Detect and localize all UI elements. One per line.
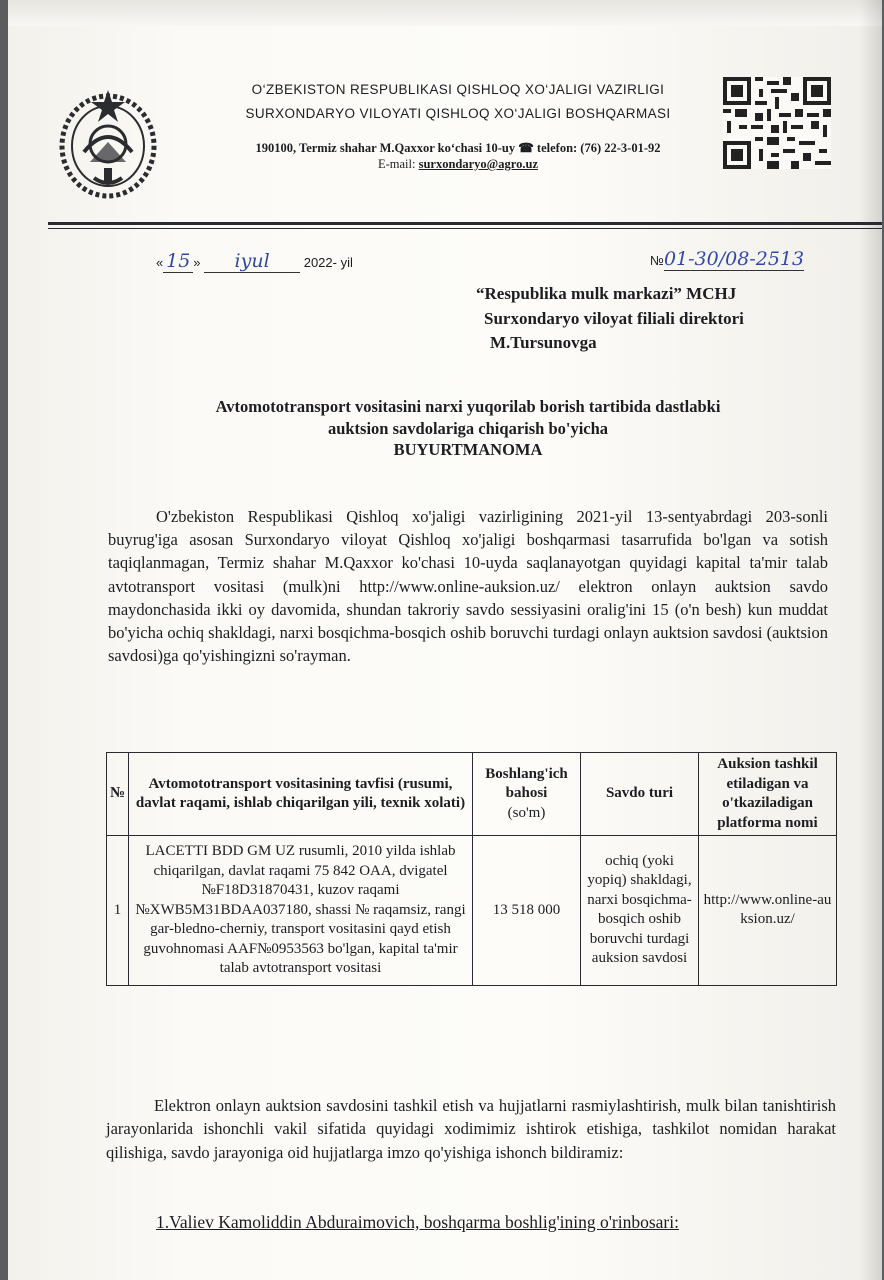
- recipient-org: “Respublika mulk markazi” MCHJ: [476, 284, 737, 303]
- number-label: №: [650, 253, 664, 268]
- body-paragraph-1: O'zbekiston Respublikasi Qishloq xo'jaligi vazirligining 2021-yil 13-sentyabrdagi 203-sonli buyrug'iga asosan Surxondaryo viloyat Qishloq xo'jaligi boshqarmasi tasarrufida bo'lgan va sotish taqiqlanmagan, Termiz shahar M.Qaxxor ko'chasi 10-uyda saqlanayotgan quyidagi kapital ta'mir talab avtotransport vositasi (mulk)ni http://www.online-auksion.uz/ elektron onlayn auktsion savdo maydonchasida ikki oy davomida, shundan takroriy savdo sessiyasini oralig'ini 15 (o'n besh) kun muddat bo'yicha ochiq shakldagi, narxi bosqichma-bosqich oshib boruvchi turdagi onlayn auktsion savdosi (auktsion savdosi)ga qo'yishingizni so'rayman.: [108, 507, 828, 666]
- date-open-quote: «: [156, 255, 164, 270]
- ministry-name: O‘ZBEKISTON RESPUBLIKASI QISHLOQ XO‘JALIGI VAZIRLIGI: [251, 82, 665, 97]
- header-divider: [48, 222, 882, 225]
- header-trade-type: Savdo turi: [581, 753, 699, 836]
- header-num: №: [107, 753, 129, 836]
- date-close-quote: »: [193, 255, 201, 270]
- table-header-row: [107, 753, 837, 836]
- header-price: [473, 753, 581, 836]
- header-divider-thin: [48, 228, 882, 229]
- header-platform: Auksion tashkil etiladigan va o'tkaziladigan platforma nomi: [699, 753, 837, 836]
- email-label: E-mail:: [377, 157, 416, 171]
- number-value: 01-30/08-2513: [663, 248, 805, 270]
- cell-price: 13 518 000: [473, 836, 581, 986]
- date-year: 2022- yil: [303, 255, 353, 270]
- state-emblem-icon: [54, 82, 162, 200]
- cell-trade-type: ochiq (yoki yopiq) shakldagi, narxi bosqichma-bosqich oshib boruvchi turdagi auksion savdosi: [581, 836, 699, 986]
- address-line: 190100, Termiz shahar M.Qaxxor ko‘chasi 10-uy ☎ telefon: (76) 22-3-01-92: [255, 141, 661, 155]
- cell-description: LACETTI BDD GM UZ rusumli, 2010 yilda ishlab chiqarilgan, davlat raqami 75 842 OAA, dvigatel №F18D31870431, kuzov raqami №XWB5M31BDAA037180, shassi № raqamsiz, rangi gar-bledno-cherniy, transport vositasini qayd etish guvohnomasi AAF№0953563 bo'lgan, kapital ta'mir talab avtotransport vositasi: [129, 836, 473, 986]
- cell-platform: http://www.online-auksion.uz/: [699, 836, 837, 986]
- date-day: 15: [163, 250, 193, 273]
- email-line: [178, 157, 738, 172]
- recipient-position: Surxondaryo viloyat filiali direktori: [484, 308, 744, 328]
- recipient-block: [476, 282, 744, 356]
- qr-code-icon: [723, 76, 831, 170]
- department-name: SURXONDARYO VILOYATI QISHLOQ XO‘JALIGI BOSHQARMASI: [245, 106, 671, 121]
- email-link[interactable]: surxondaryo@agro.uz: [418, 157, 539, 171]
- document-title: [138, 396, 798, 461]
- title-line-3: BUYURTMANOMA: [393, 440, 543, 459]
- document-page: [8, 0, 882, 1280]
- document-date: [156, 250, 353, 273]
- document-number: [650, 248, 804, 271]
- representative-item-1: 1.Valiev Kamoliddin Abduraimovich, boshqarma boshlig'ining o'rinbosari:: [156, 1212, 679, 1232]
- title-line-2: auktsion savdolariga chiqarish bo'yicha: [327, 418, 609, 438]
- recipient-name: M.Tursunovga: [490, 333, 597, 352]
- title-line-1: Avtomototransport vositasini narxi yuqorilab borish tartibida dastlabki: [215, 397, 721, 416]
- cell-num: 1: [107, 836, 129, 986]
- header-description: Avtomototransport vositasining tavfisi (rusumi, davlat raqami, ishlab chiqarilgan yili, texnik xolati): [129, 753, 473, 836]
- page-fold-shadow: [8, 0, 882, 26]
- page-edge-shadow: [860, 0, 882, 1280]
- body-paragraph-2: Elektron onlayn auktsion savdosini tashkil etish va hujjatlarni rasmiylashtirish, mulk bilan tanishtirish jarayonlarida ishonchli vakil sifatida quyidagi xodimimiz ishtirok etishiga, tashkilot nomidan harakat qilishiga, savdo jarayoniga oid hujjatlarga imzo qo'yishiga ishonch bildiramiz:: [106, 1096, 836, 1162]
- table-row: [107, 836, 837, 986]
- header-price-label: Boshlang'ich bahosi: [485, 765, 568, 802]
- date-month: iyul: [204, 250, 300, 273]
- vehicle-table: [106, 752, 837, 986]
- header-price-unit: (so'm): [507, 804, 546, 821]
